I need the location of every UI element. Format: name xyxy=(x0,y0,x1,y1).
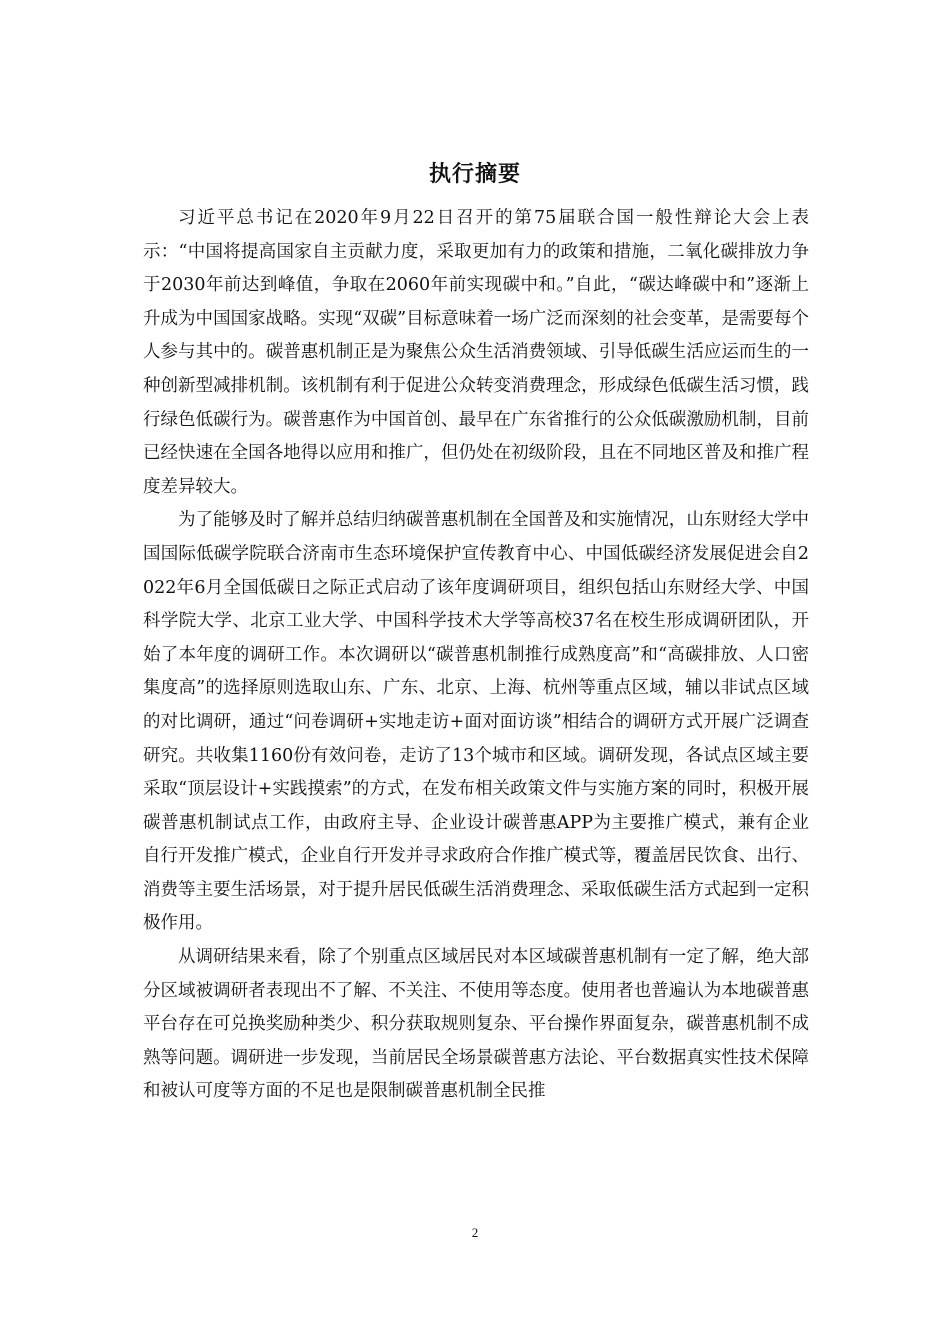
body-text xyxy=(143,202,809,1109)
page-title: 执行摘要 xyxy=(428,161,521,187)
paragraph-1: 习近平总书记在2020年9月22日召开的第75届联合国一般性辩论大会上表示：“中国将提高国家自主贡献力度，采取更加有力的政策和措施，二氧化碳排放力争于2030年前达到峰值，争取在2060年前实现碳中和。”自此，“碳达峰碳中和”逐渐上升成为中国国家战略。实现“双碳”目标意味着一场广泛而深刻的社会变革，是需要每个人参与其中的。碳普惠机制正是为聚焦公众生活消费领域、引导低碳生活应运而生的一种创新型减排机制。该机制有利于促进公众转变消费理念，形成绿色低碳生活习惯，践行绿色低碳行为。碳普惠作为中国首创、最早在广东省推行的公众低碳激励机制，目前已经快速在全国各地得以应用和推广，但仍处在初级阶段，且在不同地区普及和推广程度差异较大。 xyxy=(143,208,809,497)
page-number: 2 xyxy=(471,1225,479,1240)
paragraph-3: 从调研结果来看，除了个别重点区域居民对本区域碳普惠机制有一定了解，绝大部分区域被调研者表现出不了解、不关注、不使用等态度。使用者也普遍认为本地碳普惠平台存在可兑换奖励种类少、积分获取规则复杂、平台操作界面复杂，碳普惠机制不成熟等问题。调研进一步发现，当前居民全场景碳普惠方法论、平台数据真实性技术保障和被认可度等方面的不足也是限制碳普惠机制全民推 xyxy=(143,947,809,1102)
paragraph-2: 为了能够及时了解并总结归纳碳普惠机制在全国普及和实施情况，山东财经大学中国国际低碳学院联合济南市生态环境保护宣传教育中心、中国低碳经济发展促进会自2022年6月全国低碳日之际正式启动了该年度调研项目，组织包括山东财经大学、中国科学院大学、北京工业大学、中国科学技术大学等高校37名在校生形成调研团队，开始了本年度的调研工作。本次调研以“碳普惠机制推行成熟度高”和“高碳排放、人口密集度高”的选择原则选取山东、广东、北京、上海、杭州等重点区域，辅以非试点区域的对比调研，通过“问卷调研+实地走访+面对面访谈”相结合的调研方式开展广泛调查研究。共收集1160份有效问卷，走访了13个城市和区域。调研发现，各试点区域主要采取“顶层设计+实践摸索”的方式，在发布相关政策文件与实施方案的同时，积极开展碳普惠机制试点工作，由政府主导、企业设计碳普惠APP为主要推广模式，兼有企业自行开发推广模式，企业自行开发并寻求政府合作推广模式等，覆盖居民饮食、出行、消费等主要生活场景，对于提升居民低碳生活消费理念、采取低碳生活方式起到一定积极作用。 xyxy=(143,510,809,934)
